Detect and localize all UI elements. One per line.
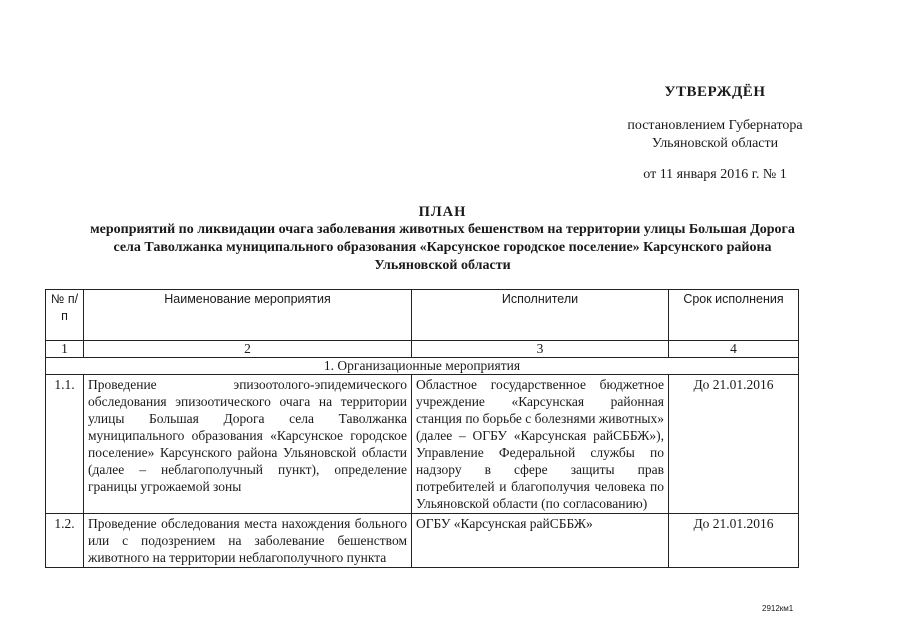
row-executors: Областное государственное бюджетное учреждение «Карсунская районная станция по борьбе с болезнями животных» (далее – ОГБУ «Карсунская райСББЖ»), Управление Федеральной службы по надзору в сфере защиты прав потребителей и благополучия человека по Ульяновской области (по согласованию) bbox=[412, 375, 669, 514]
plan-line-2: села Таволжанка муниципального образования «Карсунское городское поселение» Карсунского района bbox=[113, 240, 772, 255]
row-deadline: До 21.01.2016 bbox=[669, 514, 799, 568]
index-row bbox=[46, 341, 799, 358]
row-num: 1.1. bbox=[46, 375, 84, 514]
row-num: 1.2. bbox=[46, 514, 84, 568]
index-3: 3 bbox=[412, 341, 669, 358]
table-row bbox=[46, 514, 799, 568]
index-4: 4 bbox=[669, 341, 799, 358]
table-header-row bbox=[46, 290, 799, 341]
plan-line-1: мероприятий по ликвидации очага заболевания животных бешенством на территории улицы Большая Дорога bbox=[90, 222, 795, 237]
header-executors: Исполнители bbox=[412, 290, 669, 341]
row-deadline: До 21.01.2016 bbox=[669, 375, 799, 514]
row-name: Проведение эпизоотолого-эпидемического обследования эпизоотического очага на территории улицы Большая Дорога села Таволжанка муниципального образования «Карсунское городское поселение» Карсунского района Ульяновской области (далее – неблагополучный пункт), определение границы угрожаемой зоны bbox=[84, 375, 412, 514]
section-title: 1. Организационные мероприятия bbox=[46, 358, 799, 375]
plan-heading bbox=[40, 203, 845, 275]
footer-code: 2912км1 bbox=[762, 604, 794, 613]
index-1: 1 bbox=[46, 341, 84, 358]
plan-word: ПЛАН bbox=[418, 204, 467, 220]
approval-title: УТВЕРЖДЁН bbox=[664, 84, 766, 100]
approval-date: от 11 января 2016 г. № 1 bbox=[643, 167, 787, 182]
header-deadline: Срок исполнения bbox=[669, 290, 799, 341]
plan-table bbox=[45, 289, 799, 568]
table-row bbox=[46, 375, 799, 514]
approval-line-2: Ульяновской области bbox=[651, 136, 779, 151]
plan-line-3: Ульяновской области bbox=[374, 258, 511, 273]
row-executors: ОГБУ «Карсунская райСББЖ» bbox=[412, 514, 669, 568]
row-name: Проведение обследования места нахождения больного или с подозрением на заболевание бешенством животного на территории неблагополучного пункта bbox=[84, 514, 412, 568]
header-num: № п/п bbox=[46, 290, 84, 341]
index-2: 2 bbox=[84, 341, 412, 358]
header-name: Наименование мероприятия bbox=[84, 290, 412, 341]
section-row bbox=[46, 358, 799, 375]
approval-line-1: постановлением Губернатора bbox=[627, 118, 803, 133]
approval-block bbox=[600, 84, 830, 183]
